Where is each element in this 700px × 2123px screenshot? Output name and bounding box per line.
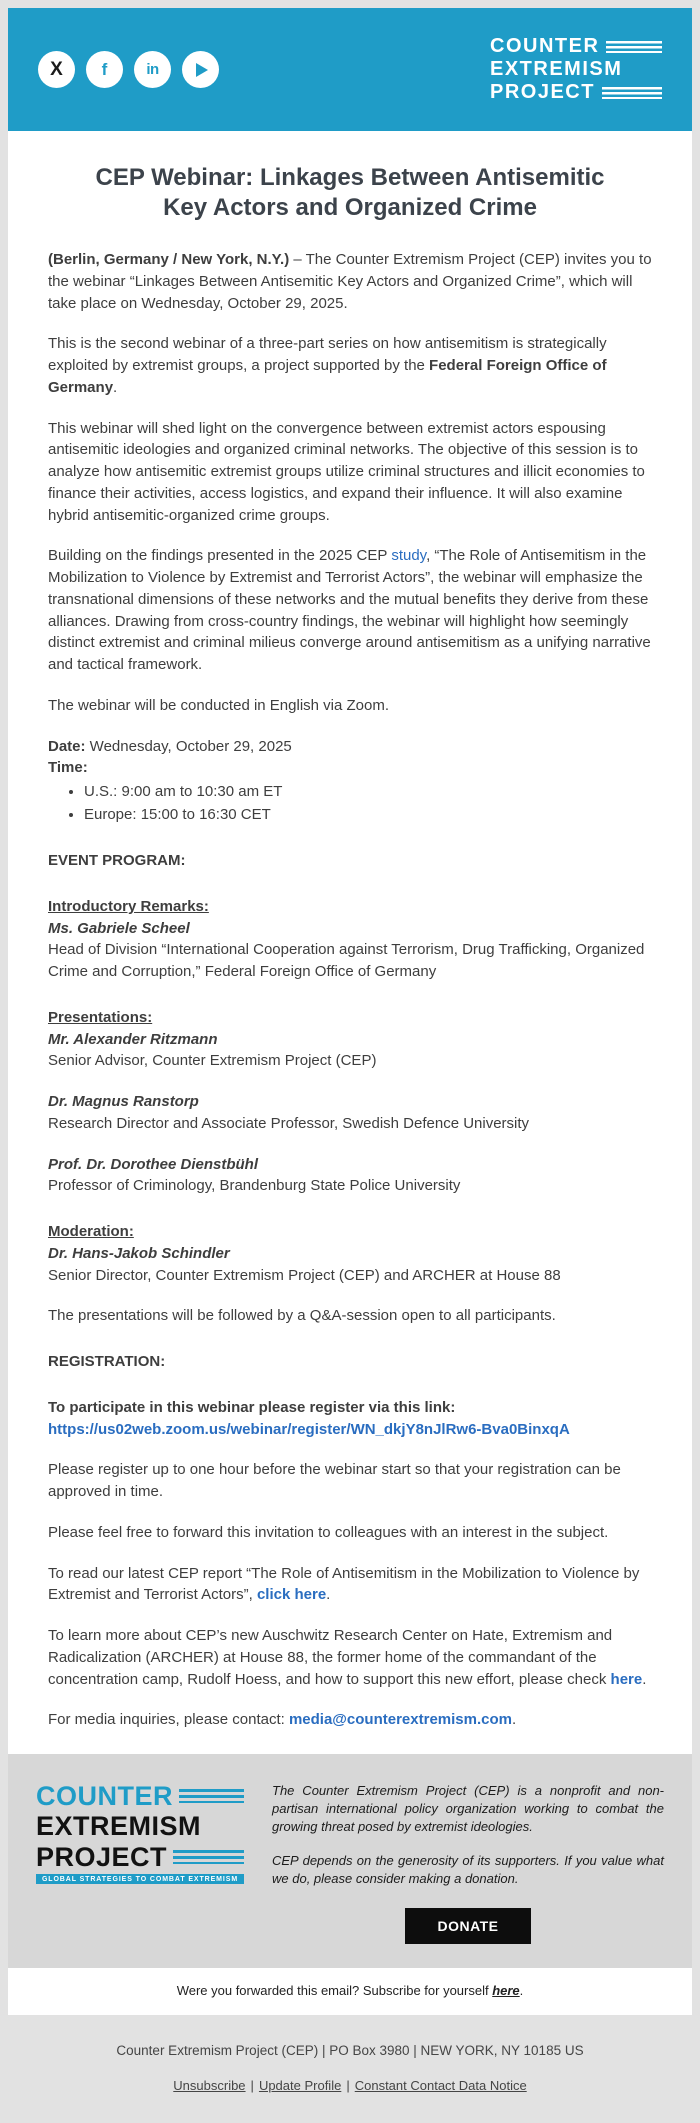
- email-body: [8, 8, 692, 2015]
- organization-address: Counter Extremism Project (CEP) | PO Box 3980 | NEW YORK, NY 10185 US: [116, 2042, 584, 2058]
- linkedin-glyph: in: [146, 61, 159, 78]
- register-intro: To participate in this webinar please register via this link:: [48, 1398, 456, 1416]
- social-links: [38, 51, 219, 88]
- footer-box: [8, 1754, 692, 1968]
- paragraph-register-note: Please register up to one hour before the webinar start so that your registration can be approved in time.: [48, 1461, 621, 1500]
- registration-link-block: [48, 1397, 652, 1441]
- program-heading: Introductory Remarks:: [48, 897, 209, 915]
- constant-contact-footer: [0, 2015, 700, 2123]
- speaker-title: Professor of Criminology, Brandenburg State Police University: [48, 1177, 461, 1195]
- youtube-icon[interactable]: [182, 51, 219, 88]
- paragraph-language: The webinar will be conducted in English via Zoom.: [48, 696, 390, 714]
- logo-word-project: PROJECT: [490, 81, 595, 103]
- paragraph-study: Building on the findings presented in the 2025 CEP study, “The Role of Antisemitism in the Mobilization to Violence by Extremist and Terrorist Actors”, the webinar will emphasize the transnational dimensions of these networks and the mutual benefits they derive from these alliances. Drawing from cross-country findings, the webinar will highlight how seemingly distinct extremist and criminal milieus converge around antisemitism as a unifying narrative and tactical framework.: [48, 547, 651, 673]
- cep-footer-logo: [36, 1780, 244, 1884]
- time-list: [48, 781, 652, 826]
- logo-word-extremism: EXTREMISM: [490, 58, 623, 80]
- registration-heading: REGISTRATION:: [48, 1353, 166, 1370]
- paragraph-overview: This webinar will shed light on the convergence between extremist actors espousing antisemitic ideologies and organized criminal networks. The objective of this session is to analyze how antisemitic extremist groups utilize criminal structures and illicit economies to finance their activities, access logistics, and expand their influence. It will also examine hybrid antisemitic-organized crime groups.: [48, 419, 645, 524]
- data-notice-link[interactable]: Constant Contact Data Notice: [354, 2077, 527, 2093]
- paragraph-archer: To learn more about CEP’s new Auschwitz Research Center on Hate, Extremism and Radicalization (ARCHER) at House 88, the former home of the commandant of the concentration camp, Rudolf Hoess, and how to support this new effort, please check here.: [48, 1627, 647, 1688]
- footer-logo-project: PROJECT: [36, 1841, 168, 1872]
- paragraph-report: To read our latest CEP report “The Role of Antisemitism in the Mobilization to Violence by Extremist and Terrorist Actors”, click here.: [48, 1564, 640, 1604]
- program-heading: Moderation:: [48, 1223, 134, 1240]
- x-glyph: X: [50, 59, 63, 80]
- footer-links: Unsubscribe | Update Profile | Constant Contact Data Notice: [173, 2077, 527, 2093]
- report-click-here-link[interactable]: click here: [256, 1586, 327, 1604]
- program-introductory-remarks: [48, 896, 652, 983]
- donate-button[interactable]: DONATE: [405, 1908, 530, 1944]
- program-heading: Presentations:: [48, 1008, 153, 1026]
- footer-donate-text: CEP depends on the generosity of its supporters. If you value what we do, please consider making a donation.: [272, 1852, 664, 1886]
- footer-about-text: The Counter Extremism Project (CEP) is a nonprofit and non-partisan international policy organization working to combat the growing threat posed by extremist ideologies.: [272, 1783, 664, 1835]
- program-presentations: [48, 1007, 652, 1072]
- time-item-europe: • Europe: 15:00 to 16:30 CET: [84, 804, 652, 827]
- logo-stripes: [606, 41, 662, 53]
- cep-header-logo: [490, 34, 662, 105]
- paragraph-media: For media inquiries, please contact: media@counterextremism.com.: [48, 1711, 517, 1729]
- email-header: [8, 8, 692, 131]
- facebook-glyph: f: [101, 60, 108, 79]
- youtube-play-glyph: [196, 63, 208, 77]
- unsubscribe-link[interactable]: Unsubscribe: [173, 2077, 246, 2093]
- study-link[interactable]: study: [391, 547, 427, 565]
- time-label: Time:: [48, 759, 88, 777]
- forward-strip: Were you forwarded this email? Subscribe for yourself here.: [8, 1968, 692, 2015]
- x-twitter-icon[interactable]: [38, 51, 75, 88]
- speaker-name: Mr. Alexander Ritzmann: [48, 1030, 218, 1048]
- paragraph-intro: (Berlin, Germany / New York, N.Y.) – The Counter Extremism Project (CEP) invites you to the webinar “Linkages Between Antisemitic Key Actors and Organized Crime”, which will take place on Wednesday, October 29, 2025.: [48, 251, 652, 312]
- webinar-title: CEP Webinar: Linkages Between Antisemitic Key Actors and Organized Crime: [95, 164, 605, 221]
- date-label: Date:: [48, 737, 86, 755]
- event-program-heading: EVENT PROGRAM:: [48, 852, 186, 869]
- facebook-icon[interactable]: [86, 51, 123, 88]
- logo-stripes: [602, 87, 662, 99]
- footer-logo-extremism: EXTREMISM: [36, 1811, 202, 1842]
- donate-button-wrap: [272, 1908, 664, 1944]
- program-presenter-2: [48, 1091, 652, 1135]
- zoom-registration-link[interactable]: https://us02web.zoom.us/webinar/register/WN_dkjY8nJlRw6-Bva0BinxqA: [48, 1420, 570, 1438]
- speaker-title: Head of Division “International Cooperation against Terrorism, Drug Trafficking, Organized Crime and Corruption,” Federal Foreign Office of Germany: [48, 941, 645, 980]
- paragraph-forward-invite: Please feel free to forward this invitation to colleagues with an interest in the subject.: [48, 1523, 609, 1541]
- speaker-title: Senior Director, Counter Extremism Project (CEP) and ARCHER at House 88: [48, 1266, 561, 1284]
- media-email-link[interactable]: media@counterextremism.com: [288, 1711, 512, 1729]
- email-content: [8, 131, 692, 1754]
- dateline: (Berlin, Germany / New York, N.Y.): [48, 251, 290, 268]
- program-presenter-3: [48, 1154, 652, 1198]
- update-profile-link[interactable]: Update Profile: [258, 2077, 342, 2093]
- speaker-name: Ms. Gabriele Scheel: [48, 919, 190, 937]
- foreign-office-bold: Federal Foreign Office of Germany: [48, 357, 607, 396]
- subscribe-here-link[interactable]: here: [492, 1982, 520, 1998]
- program-moderation: [48, 1221, 652, 1286]
- date-line: Date: Wednesday, October 29, 2025: [48, 737, 292, 755]
- footer-logo-counter: COUNTER: [36, 1781, 173, 1811]
- speaker-name: Dr. Hans-Jakob Schindler: [48, 1244, 230, 1262]
- speaker-name: Prof. Dr. Dorothee Dienstbühl: [48, 1155, 259, 1173]
- speaker-title: Research Director and Associate Professor, Swedish Defence University: [48, 1114, 530, 1132]
- footer-logo-stripes: [173, 1850, 244, 1864]
- time-line: [48, 757, 652, 779]
- speaker-name: Dr. Magnus Ranstorp: [48, 1093, 199, 1110]
- paragraph-series: This is the second webinar of a three-part series on how antisemitism is strategically exploited by extremist groups, a project supported by the Federal Foreign Office of Germany.: [48, 335, 607, 396]
- footer-logo-tagline: GLOBAL STRATEGIES TO COMBAT EXTREMISM: [36, 1874, 244, 1884]
- time-item-us: • U.S.: 9:00 am to 10:30 am ET: [84, 781, 652, 804]
- footer-logo-stripes: [179, 1789, 244, 1803]
- footer-about-block: [272, 1780, 664, 1944]
- linkedin-icon[interactable]: [134, 51, 171, 88]
- logo-word-counter: COUNTER: [490, 35, 600, 57]
- archer-here-link[interactable]: here: [610, 1670, 643, 1688]
- speaker-title: Senior Advisor, Counter Extremism Project (CEP): [48, 1052, 377, 1070]
- paragraph-qa: The presentations will be followed by a Q&A-session open to all participants.: [48, 1307, 556, 1325]
